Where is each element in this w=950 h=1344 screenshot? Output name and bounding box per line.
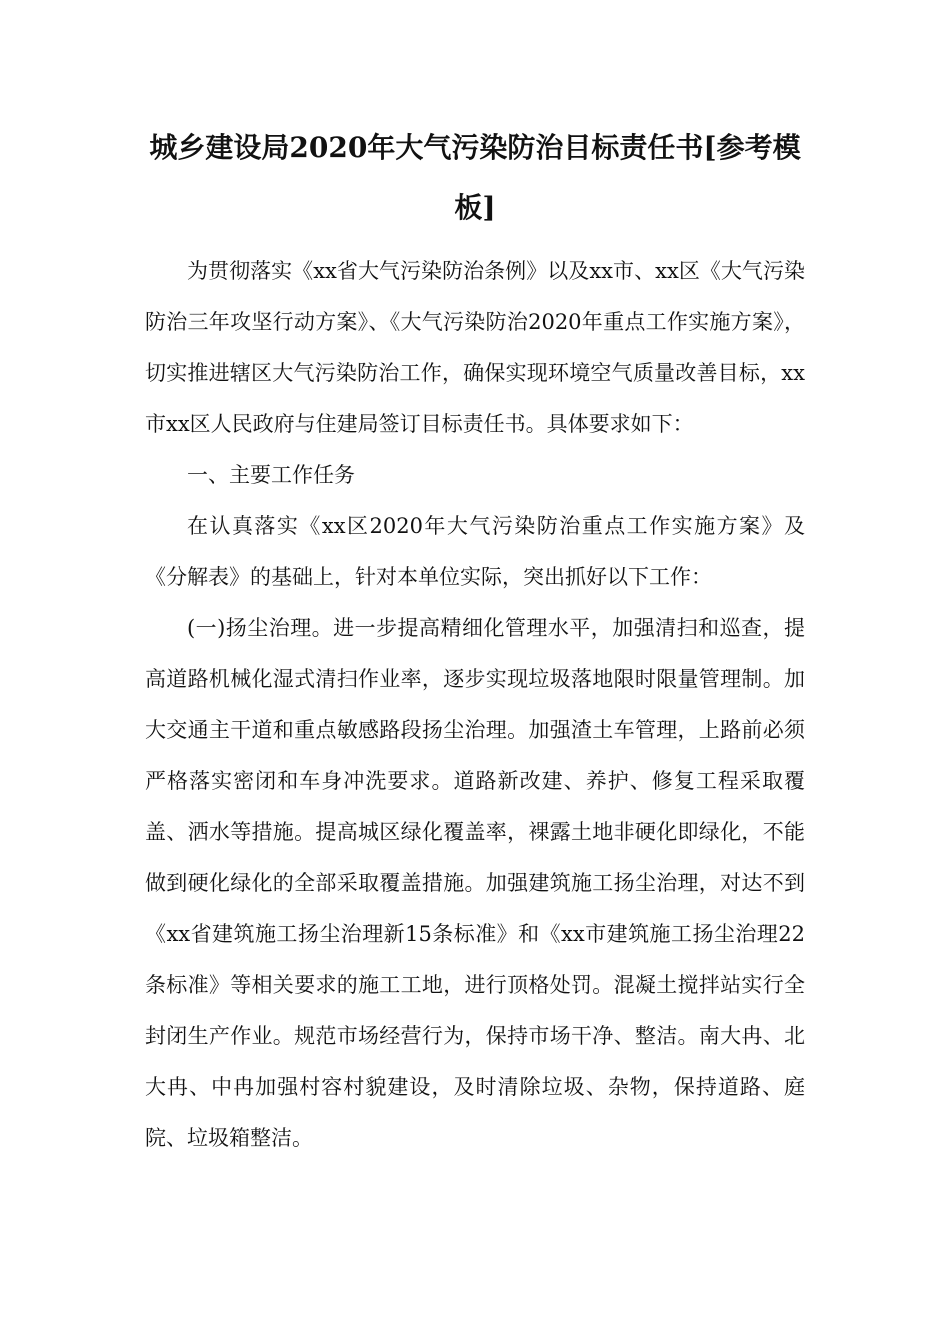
item-paragraph: (一)扬尘治理。进一步提高精细化管理水平，加强清扫和巡查，提高道路机械化湿式清扫作业率，逐步实现垃圾落地限时限量管理制。加大交通主干道和重点敏感路段扬尘治理。加强渣土车管理，上路前必须严格落实密闭和车身冲洗要求。道路新改建、养护、修复工程采取覆盖、洒水等措施。提高城区绿化覆盖率，裸露土地非硬化即绿化，不能做到硬化绿化的全部采取覆盖措施。加强建筑施工扬尘治理，对达不到《xx省建筑施工扬尘治理新15条标准》和《xx市建筑施工扬尘治理22条标准》等相关要求的施工工地，进行顶格处罚。混凝土搅拌站实行全封闭生产作业。规范市场经营行为，保持市场干净、整洁。南大冉、北大冉、中冉加强村容村貌建设，及时清除垃圾、杂物，保持道路、庭院、垃圾箱整洁。 [145,616,805,1150]
document-body [145,246,805,1164]
intro-paragraph: 为贯彻落实《xx省大气污染防治条例》以及xx市、xx区《大气污染防治三年攻坚行动方案》、《大气污染防治2020年重点工作实施方案》，切实推进辖区大气污染防治工作，确保实现环境空气质量改善目标，xx市xx区人民政府与住建局签订目标责任书。具体要求如下： [145,259,805,436]
document-title: 城乡建设局2020年大气污染防治目标责任书[参考模板] [149,131,801,224]
section-intro-paragraph: 在认真落实《xx区2020年大气污染防治重点工作实施方案》及《分解表》的基础上，针对本单位实际，突出抓好以下工作： [145,514,805,589]
section-heading: 一、主要工作任务 [187,463,355,487]
